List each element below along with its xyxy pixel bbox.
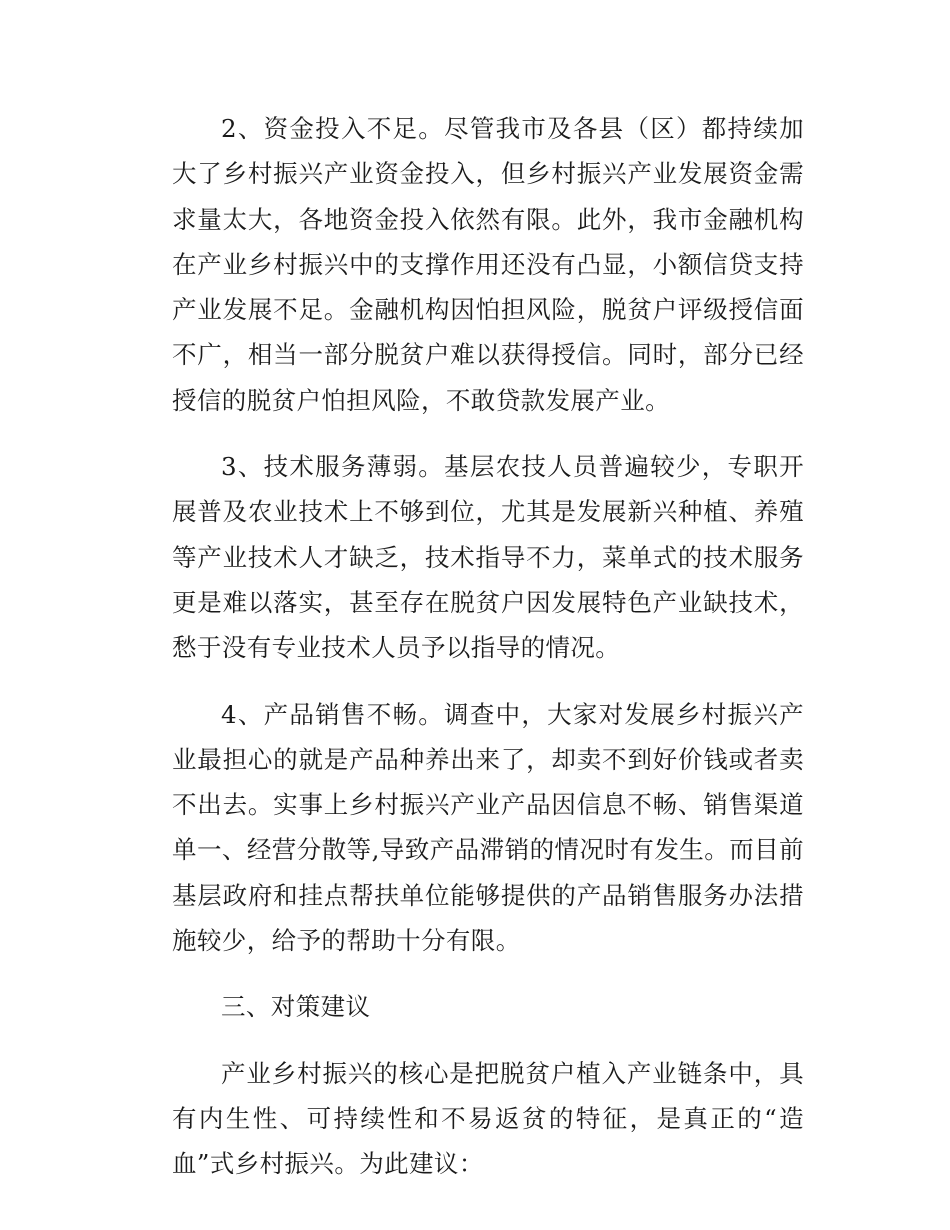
paragraph-product-sales: 4、产品销售不畅。调查中，大家对发展乡村振兴产业最担心的就是产品种养出来了，却卖不到好价钱或者卖不出去。实事上乡村振兴产业产品因信息不畅、销售渠道单一、经营分散等,导致产品滞销的情况时有发生。而目前基层政府和挂点帮扶单位能够提供的产品销售服务办法措施较少，给予的帮助十分有限。 <box>172 699 804 956</box>
document-body <box>172 106 804 1208</box>
section-heading: 三、对策建议 <box>221 992 371 1022</box>
paragraph-funding: 2、资金投入不足。尽管我市及各县（区）都持续加大了乡村振兴产业资金投入，但乡村振兴产业发展资金需求量太大，各地资金投入依然有限。此外，我市金融机构在产业乡村振兴中的支撑作用还没有凸显，小额信贷支持产业发展不足。金融机构因怕担风险，脱贫户评级授信面不广，相当一部分脱贫户难以获得授信。同时，部分已经授信的脱贫户怕担风险，不敢贷款发展产业。 <box>172 114 804 415</box>
paragraph-technical-services: 3、技术服务薄弱。基层农技人员普遍较少，专职开展普及农业技术上不够到位，尤其是发展新兴种植、养殖等产业技术人才缺乏，技术指导不力，菜单式的技术服务更是难以落实，甚至存在脱贫户因发展特色产业缺技术，愁于没有专业技术人员予以指导的情况。 <box>172 452 804 663</box>
paragraph-recommendations-intro: 产业乡村振兴的核心是把脱贫户植入产业链条中，具有内生性、可持续性和不易返贫的特征，是真正的“造血”式乡村振兴。为此建议： <box>172 1058 804 1179</box>
